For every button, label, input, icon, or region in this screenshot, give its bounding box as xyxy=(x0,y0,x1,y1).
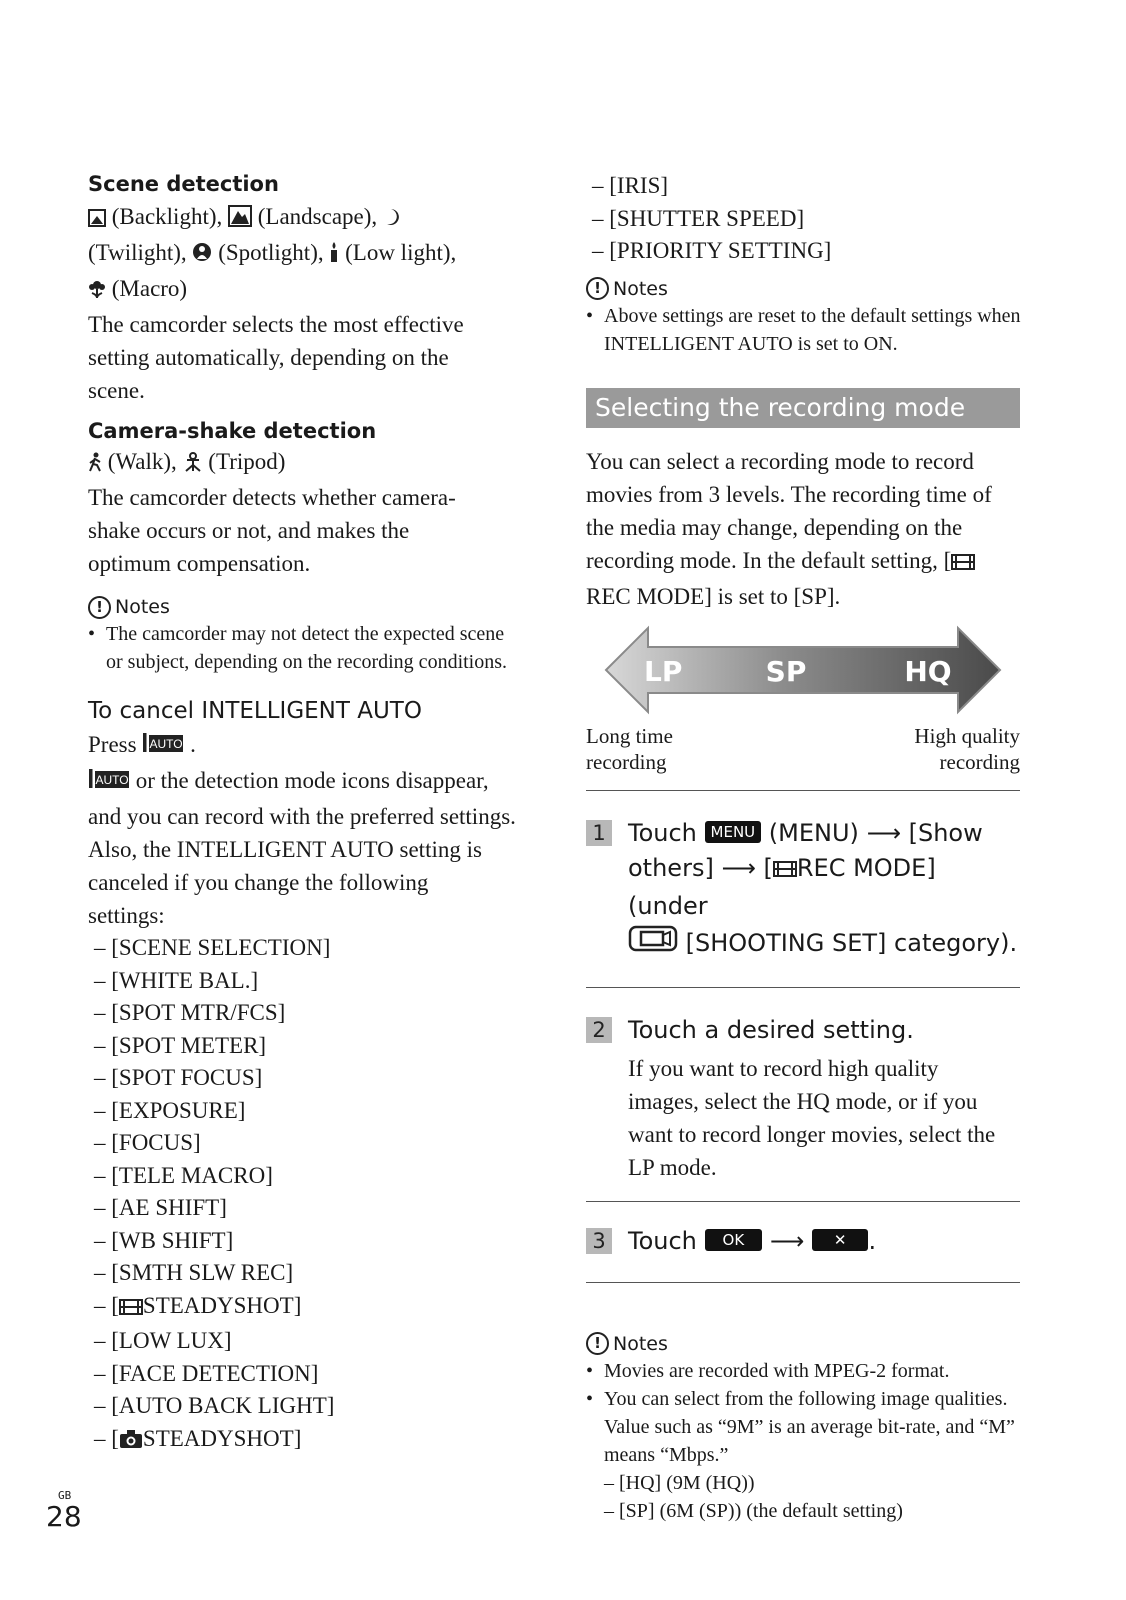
landscape-label: (Landscape), xyxy=(257,204,378,229)
left-column xyxy=(88,170,528,1458)
high-quality-caption: High quality recording xyxy=(914,723,1020,774)
close-button[interactable]: ✕ xyxy=(812,1229,869,1251)
step-number: 2 xyxy=(586,1017,612,1043)
step-2-body: If you want to record high quality images, select the HQ mode, or if you want to record longer movies, select the LP mode. xyxy=(628,1055,996,1180)
setting-item: – [SCENE SELECTION] xyxy=(94,935,331,960)
step-number: 1 xyxy=(586,820,612,846)
ok-button[interactable]: OK xyxy=(705,1229,763,1251)
quality-list xyxy=(586,1469,1020,1525)
macro-icon xyxy=(88,275,106,308)
backlight-icon xyxy=(88,203,106,236)
region-code: GB xyxy=(58,1489,72,1502)
step-1-text: Touch MENU (MENU) ⟶ [Show others] ⟶ [ REC MODE] (under [SHOOTING SET] category). xyxy=(628,816,1020,964)
notes-heading xyxy=(88,594,528,620)
cancel-intelligent-auto-title: To cancel INTELLIGENT AUTO xyxy=(88,698,422,724)
intelligent-auto-icon-2 xyxy=(88,767,130,800)
divider xyxy=(586,1201,1020,1202)
movie-icon xyxy=(951,547,975,580)
cancel-body-1 xyxy=(88,764,518,833)
tripod-icon xyxy=(183,448,203,481)
divider xyxy=(586,790,1020,791)
right-column xyxy=(586,170,1020,1525)
setting-item: – [FACE DETECTION] xyxy=(94,1360,319,1386)
setting-item: – [ STEADYSHOT] xyxy=(94,1290,528,1326)
recording-mode-intro: You can select a recording mode to record movies from 3 levels. The recording time of the media may change, depending on the recording mode. In the default setting, [REC MODE] is set to [SP]. xyxy=(586,448,992,609)
page-number xyxy=(46,1490,82,1532)
camera-shake-title: Camera-shake detection xyxy=(88,419,377,443)
walk-label: (Walk), xyxy=(107,449,177,474)
setting-item: – [IRIS] xyxy=(592,173,669,198)
notes-heading xyxy=(586,1331,1020,1357)
setting-item: – [TELE MACRO] xyxy=(94,1162,273,1188)
arrow-icon: ⟶ xyxy=(866,818,901,847)
notes-icon: ! xyxy=(88,596,111,619)
notes-label: Notes xyxy=(613,1332,668,1355)
notes-label: Notes xyxy=(115,596,170,618)
tripod-label: (Tripod) xyxy=(208,449,286,474)
landscape-icon xyxy=(228,203,252,236)
lp-label: LP xyxy=(644,654,683,688)
quality-item: – [HQ] (9M (HQ)) xyxy=(604,1471,755,1494)
setting-item: – [ STEADYSHOT] xyxy=(94,1423,528,1459)
press-label: Press xyxy=(88,732,137,757)
setting-item: – [LOW LUX] xyxy=(94,1328,232,1353)
setting-item: – [AE SHIFT] xyxy=(94,1195,227,1220)
notes-item: • Above settings are reset to the default settings when INTELLIGENT AUTO is set to ON. xyxy=(586,302,1024,358)
setting-item: – [SPOT MTR/FCS] xyxy=(94,1000,286,1025)
setting-item: – [PRIORITY SETTING] xyxy=(592,238,832,263)
low-light-icon xyxy=(329,239,339,272)
notes-heading xyxy=(586,276,1020,302)
setting-item: – [EXPOSURE] xyxy=(94,1097,246,1123)
scene-detection-title: Scene detection xyxy=(88,172,279,196)
settings-list-continued xyxy=(586,170,1020,268)
twilight-icon xyxy=(383,203,401,236)
arrow-icon: ⟶ xyxy=(769,1226,805,1255)
setting-item: – [FOCUS] xyxy=(94,1130,201,1155)
intro-text: You can select a recording mode to record movies from 3 levels. The recording time of the media may change, depending on the recording mode. In the default setting, xyxy=(586,448,992,573)
spotlight-label: (Spotlight), xyxy=(218,240,324,265)
sp-label: SP xyxy=(765,654,807,688)
arrow-icon: ⟶ xyxy=(721,853,756,882)
setting-item: – [SMTH SLW REC] xyxy=(94,1260,294,1285)
camera-shake-body: The camcorder detects whether camera-shake occurs or not, and makes the optimum compensation. xyxy=(88,485,456,576)
intelligent-auto-icon xyxy=(142,731,184,764)
quality-arrow xyxy=(586,625,1020,719)
setting-item: – [SHUTTER SPEED] xyxy=(592,205,805,231)
backlight-label: (Backlight), xyxy=(111,204,223,229)
section-title-bar: Selecting the recording mode xyxy=(586,388,1020,428)
step-3 xyxy=(586,1224,1020,1259)
divider xyxy=(586,1282,1020,1283)
macro-label: (Macro) xyxy=(111,276,188,301)
quality-item: – [SP] (6M (SP)) (the default setting) xyxy=(604,1499,903,1522)
lowlight-label: (Low light), xyxy=(345,240,457,265)
step-2 xyxy=(586,1013,1020,1184)
arrow-captions xyxy=(586,723,1020,775)
setting-item: – [SPOT FOCUS] xyxy=(94,1065,263,1090)
setting-item: – [WHITE BAL.] xyxy=(94,967,259,993)
setting-item: – [AUTO BACK LIGHT] xyxy=(94,1393,335,1418)
spotlight-icon xyxy=(192,239,212,272)
camera-icon xyxy=(119,1426,143,1459)
setting-item: – [SPOT METER] xyxy=(94,1032,267,1058)
notes-item: • The camcorder may not detect the expected scene or subject, depending on the recording conditions. xyxy=(88,620,516,676)
twilight-label: (Twilight), xyxy=(88,240,187,265)
hq-label: HQ xyxy=(904,654,952,688)
step-number: 3 xyxy=(586,1228,612,1254)
press-line: Press AUTO . xyxy=(88,728,528,764)
page-number-value: 28 xyxy=(46,1500,82,1533)
step-3-text: Touch OK ⟶ ✕ . xyxy=(628,1226,877,1255)
notes-icon: ! xyxy=(586,1332,609,1355)
intro-end-text: REC MODE] is set to [SP]. xyxy=(586,583,841,609)
shake-icons-line xyxy=(88,445,528,481)
notes-icon: ! xyxy=(586,277,609,300)
walk-icon xyxy=(88,448,102,481)
movie-icon xyxy=(773,854,797,889)
iauto-text-2: AUTO xyxy=(95,773,129,787)
cancel-body-1-text: or the detection mode icons disappear, and you can record with the preferred settings. xyxy=(88,768,516,829)
notes-item: • You can select from the following image qualities. Value such as “9M” is an average bit-rate, and “M” means “Mbps.” xyxy=(586,1385,1024,1469)
shooting-set-icon xyxy=(628,924,678,964)
settings-list xyxy=(88,932,528,1458)
notes-item: • Movies are recorded with MPEG-2 format. xyxy=(586,1357,1020,1385)
step-2-title: Touch a desired setting. xyxy=(628,1015,914,1044)
iauto-text: AUTO xyxy=(149,737,183,751)
step-1 xyxy=(586,816,1020,964)
long-time-caption: Long time recording xyxy=(586,723,673,774)
menu-button[interactable]: MENU xyxy=(705,821,762,843)
scene-detection-body: The camcorder selects the most effective setting automatically, depending on the scene. xyxy=(88,312,464,403)
movie-icon xyxy=(119,1293,143,1326)
setting-item: – [WB SHIFT] xyxy=(94,1227,234,1253)
cancel-body-2: Also, the INTELLIGENT AUTO setting is canceled if you change the following settings: xyxy=(88,837,482,928)
divider xyxy=(586,987,1020,988)
notes-label: Notes xyxy=(613,277,668,300)
scene-icons-line xyxy=(88,200,528,308)
